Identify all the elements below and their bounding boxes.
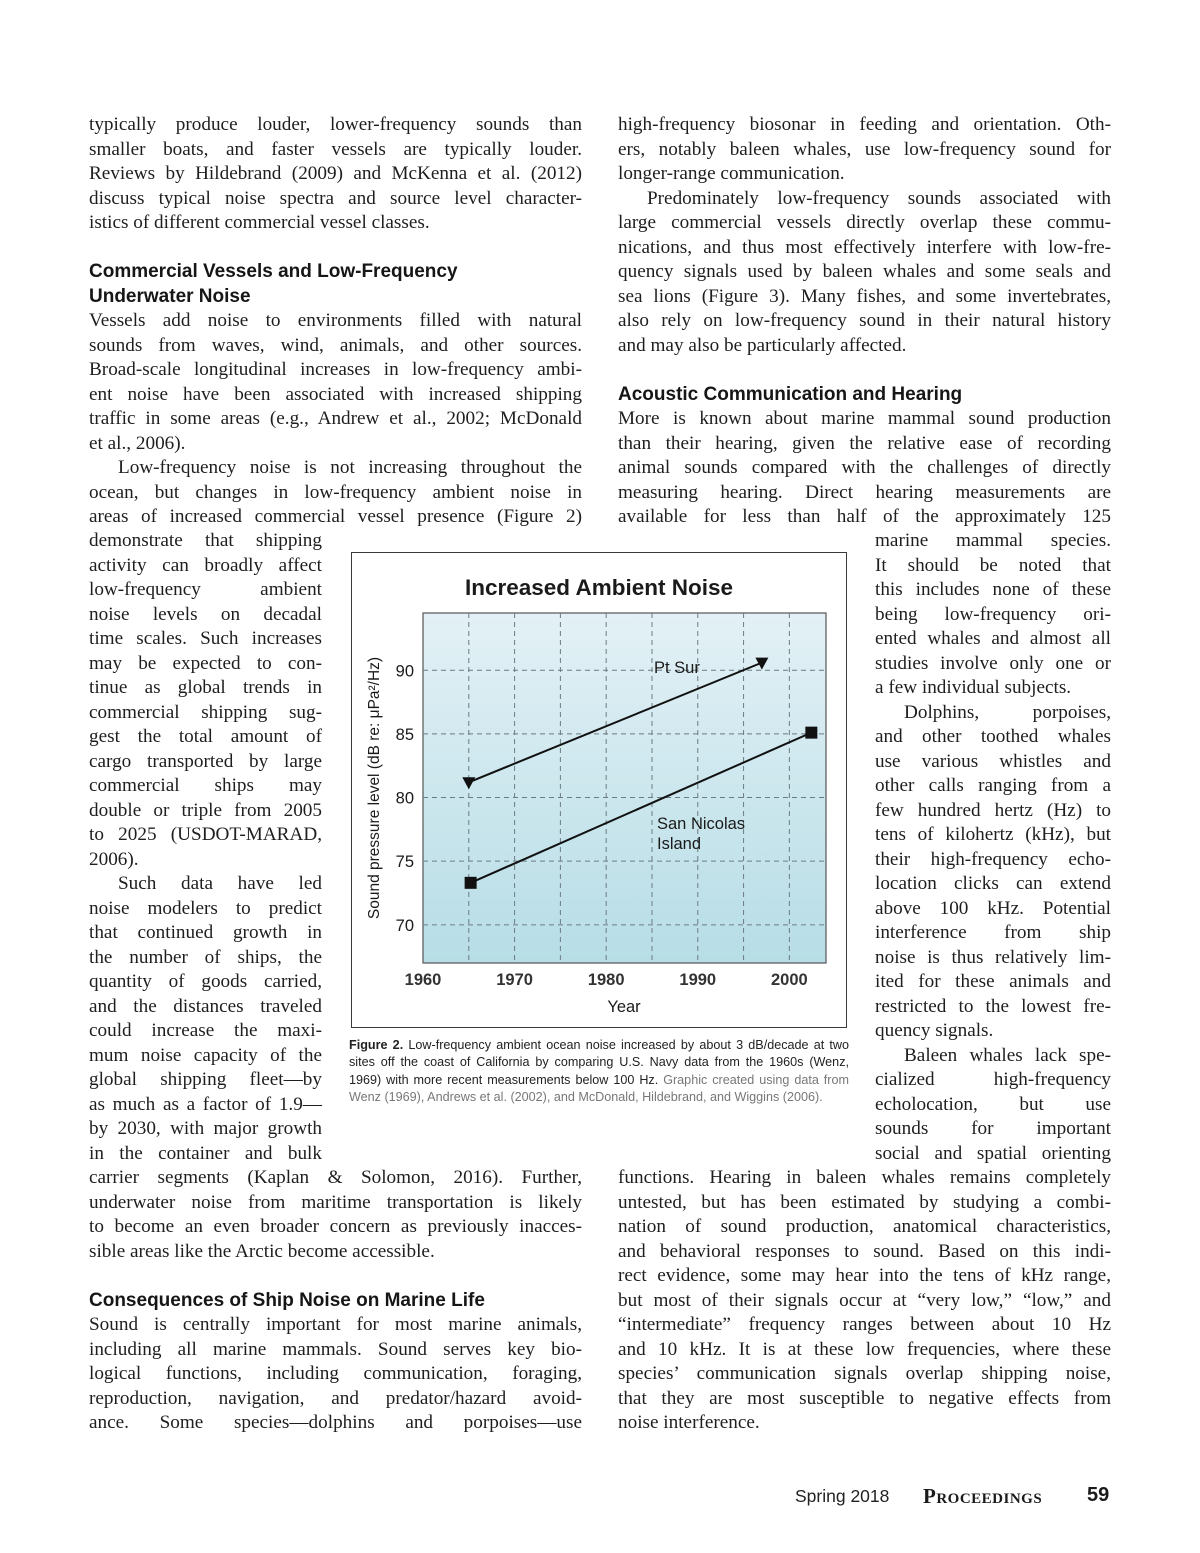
- magazine-name: Proceedings: [923, 1484, 1043, 1508]
- text-line: marine mammal species.: [875, 530, 1111, 551]
- text-line: the number of ships, the: [89, 946, 322, 968]
- text-line: global shipping fleet—by: [89, 1069, 322, 1090]
- svg-text:1980: 1980: [587, 971, 625, 989]
- svg-text:1960: 1960: [404, 971, 442, 989]
- svg-text:2000: 2000: [771, 971, 808, 989]
- paragraph: [875, 529, 1111, 701]
- text-line: areas of increased commercial vessel presence (Figure 2): [89, 506, 582, 527]
- text-line: animal sounds compared with the challenges of directly: [618, 457, 1111, 478]
- text-line: gest the total amount of: [89, 726, 322, 747]
- y-axis-label: Sound pressure level (dB re: μPa²/Hz): [366, 656, 383, 920]
- section-heading-consequences: Consequences of Ship Noise on Marine Life: [89, 1289, 485, 1311]
- text-line: large commercial vessels directly overlap these commu-: [618, 212, 1111, 233]
- text-line: untested, but has been estimated by studying a combi-: [618, 1191, 1111, 1213]
- text-line: and 10 kHz. It is at these low frequencies, where these: [618, 1338, 1111, 1360]
- text-line: their high-frequency echo-: [875, 848, 1111, 870]
- text-line: location clicks can extend: [875, 873, 1111, 894]
- svg-text:1970: 1970: [496, 971, 533, 989]
- svg-text:70: 70: [395, 916, 414, 935]
- text-line: commercial ships may: [89, 775, 322, 796]
- text-line: that continued growth in: [89, 922, 322, 943]
- text-line: quency signals.: [875, 1020, 994, 1041]
- paragraph: [618, 1166, 1111, 1436]
- text-line: and other toothed whales: [875, 726, 1111, 747]
- text-line: high-frequency biosonar in feeding and orientation. Oth-: [618, 114, 1111, 135]
- caption-credit: Graphic created using data from Wenz (1969), Andrews et al. (2002), and McDonald, Hildebrand, and Wiggins (2006).: [349, 1072, 849, 1104]
- section-heading-acoustic-communication: Acoustic Communication and Hearing: [618, 383, 963, 405]
- svg-text:90: 90: [395, 662, 414, 681]
- text-line: to 2025 (USDOT-MARAD,: [89, 824, 322, 845]
- text-line: More is known about marine mammal sound production: [618, 408, 1111, 429]
- plot-area: [423, 613, 826, 963]
- text-line: Sound is centrally important for most marine animals,: [89, 1314, 582, 1335]
- text-line: noise interference.: [618, 1412, 760, 1433]
- text-line: as much as a factor of 1.9—: [89, 1093, 322, 1115]
- text-line: few hundred hertz (Hz) to: [875, 799, 1111, 821]
- y-axis-ticks: [396, 662, 414, 935]
- intro-paragraph: [89, 113, 582, 236]
- text-line: interference from ship: [875, 922, 1111, 943]
- text-line: Baleen whales lack spe-: [904, 1044, 1111, 1066]
- heading-line: Commercial Vessels and Low-Frequency: [89, 261, 458, 282]
- left-column-bottom: [89, 1166, 582, 1436]
- svg-text:1990: 1990: [679, 971, 717, 989]
- text-line: ance. Some species—dolphins and porpoises—use: [89, 1412, 582, 1433]
- text-line: sounds from waves, wind, animals, and other sources.: [89, 334, 582, 356]
- text-line: and behavioral responses to sound. Based on this indi-: [618, 1240, 1111, 1262]
- text-line: and the distances traveled: [89, 995, 322, 1017]
- text-line: restricted to the lowest fre-: [875, 995, 1111, 1017]
- text-line: typically produce louder, lower-frequency sounds than: [89, 114, 582, 135]
- text-line: by 2030, with major growth: [89, 1118, 322, 1139]
- text-line: nications, and thus most effectively interfere with low-fre-: [618, 236, 1111, 258]
- text-line: in the container and bulk: [89, 1142, 322, 1164]
- text-line: It should be noted that: [875, 554, 1111, 576]
- text-line: may be expected to con-: [89, 652, 322, 674]
- text-line: rect evidence, some may hear into the tens of kHz range,: [618, 1265, 1111, 1286]
- paragraph: [875, 701, 1111, 1044]
- paragraph: [875, 1044, 1111, 1167]
- text-line: Such data have led: [118, 873, 322, 894]
- paragraph: [618, 187, 1111, 359]
- text-line: carrier segments (Kaplan & Solomon, 2016). Further,: [89, 1167, 582, 1188]
- paragraph: [89, 872, 322, 1166]
- text-line: discuss typical noise spectra and source level character-: [89, 187, 582, 209]
- text-line: being low-frequency ori-: [875, 603, 1111, 625]
- figure-label: Figure 2.: [349, 1038, 404, 1052]
- figure-caption: [349, 1037, 849, 1106]
- text-line: tinue as global trends in: [89, 677, 322, 698]
- line-chart: [352, 553, 845, 1026]
- caption-text: Low-frequency ambient ocean noise increased by about 3 dB/decade at two sites off the coast of California by comparing U.S. Navy data from the 1960s (Wenz, 1969) with more recent measurements below 100 Hz.: [349, 1038, 850, 1087]
- paragraph: [89, 529, 322, 872]
- paragraph: [89, 309, 582, 456]
- text-line: to become an even broader concern as previously inacces-: [89, 1216, 582, 1237]
- text-line: Predominately low-frequency sounds associated with: [647, 187, 1111, 209]
- heading-line: Underwater Noise: [89, 285, 251, 307]
- text-line: ited for these animals and: [875, 971, 1111, 992]
- text-line: demonstrate that shipping: [89, 530, 322, 551]
- text-line: measuring hearing. Direct hearing measurements are: [618, 481, 1111, 503]
- text-line: social and spatial orienting: [875, 1142, 1111, 1164]
- text-line: Vessels add noise to environments filled with natural: [89, 310, 582, 331]
- text-line: et al., 2006).: [89, 432, 186, 454]
- text-line: also rely on low-frequency sound in their natural history: [618, 310, 1111, 331]
- text-line: mum noise capacity of the: [89, 1044, 322, 1066]
- text-line: 2006).: [89, 848, 139, 870]
- text-line: noise levels on decadal: [89, 603, 322, 625]
- text-line: Reviews by Hildebrand (2009) and McKenna et al. (2012): [89, 163, 582, 184]
- text-line: available for less than half of the approximately 125: [618, 506, 1111, 527]
- text-line: activity can broadly affect: [89, 554, 322, 576]
- paragraph: [89, 1166, 582, 1264]
- text-line: low-frequency ambient: [89, 579, 322, 600]
- right-column-narrow: [875, 529, 1111, 1166]
- right-column-top: [618, 113, 1111, 530]
- text-line: than their hearing, given the relative ease of recording: [618, 432, 1111, 454]
- text-line: sible areas like the Arctic become accessible.: [89, 1240, 435, 1262]
- text-line: “intermediate” frequency ranges between about 10 Hz: [618, 1314, 1111, 1335]
- text-line: reproduction, navigation, and predator/hazard avoid-: [89, 1387, 582, 1409]
- svg-text:80: 80: [395, 789, 414, 808]
- page-number: 59: [1087, 1484, 1110, 1506]
- text-line: Dolphins, porpoises,: [904, 701, 1111, 723]
- text-line: that they are most susceptible to negative effects from: [618, 1387, 1111, 1409]
- text-line: quantity of goods carried,: [89, 971, 322, 992]
- text-line: including all marine mammals. Sound serves key bio-: [89, 1338, 582, 1360]
- text-line: ocean, but changes in low-frequency ambient noise in: [89, 481, 582, 503]
- text-line: cargo transported by large: [89, 750, 322, 772]
- text-line: above 100 kHz. Potential: [875, 897, 1111, 919]
- paragraph: [89, 456, 582, 530]
- text-line: logical functions, including communication, foraging,: [89, 1363, 582, 1384]
- svg-text:85: 85: [395, 725, 414, 744]
- text-line: ented whales and almost all: [875, 628, 1111, 649]
- page-footer: [0, 1484, 1200, 1514]
- text-line: functions. Hearing in baleen whales remains completely: [618, 1167, 1111, 1188]
- text-line: double or triple from 2005: [89, 799, 322, 821]
- text-line: noise is thus relatively lim-: [875, 946, 1111, 968]
- text-line: underwater noise from maritime transportation is likely: [89, 1191, 582, 1213]
- section-heading-commercial-vessels: [89, 260, 582, 309]
- text-line: but most of their signals occur at “very low,” “low,” and: [618, 1289, 1111, 1311]
- text-line: studies involve only one or: [875, 652, 1111, 674]
- text-line: longer-range communication.: [618, 163, 845, 184]
- left-column-top: [89, 113, 582, 530]
- paragraph: [618, 407, 1111, 530]
- text-line: nation of sound production, anatomical characteristics,: [618, 1216, 1111, 1237]
- left-column-narrow: [89, 529, 322, 1166]
- text-line: species’ communication signals overlap shipping noise,: [618, 1363, 1111, 1384]
- series-label-island: Island: [657, 835, 702, 853]
- figure-2-chart: [351, 552, 847, 1028]
- chart-title: Increased Ambient Noise: [464, 575, 734, 600]
- x-axis-label: Year: [607, 998, 641, 1016]
- issue-date: Spring 2018: [795, 1486, 890, 1506]
- text-line: other calls ranging from a: [875, 775, 1111, 796]
- text-line: this includes none of these: [875, 579, 1111, 600]
- text-line: commercial shipping sug-: [89, 701, 322, 723]
- x-axis-ticks: [405, 971, 808, 989]
- text-line: use various whistles and: [875, 750, 1111, 772]
- right-column-bottom: [618, 1166, 1111, 1436]
- text-line: sounds for important: [875, 1118, 1111, 1139]
- text-line: echolocation, but use: [875, 1093, 1111, 1115]
- text-line: ent noise have been associated with increased shipping: [89, 383, 582, 405]
- text-line: and may also be particularly affected.: [618, 334, 907, 356]
- text-line: Broad-scale longitudinal increases in low-frequency ambi-: [89, 359, 582, 380]
- svg-text:75: 75: [395, 853, 414, 872]
- text-line: sea lions (Figure 3). Many fishes, and some invertebrates,: [618, 285, 1111, 307]
- text-line: quency signals used by baleen whales and some seals and: [618, 261, 1111, 282]
- text-line: tens of kilohertz (kHz), but: [875, 824, 1111, 845]
- text-line: istics of different commercial vessel classes.: [89, 212, 430, 233]
- text-line: noise modelers to predict: [89, 897, 322, 919]
- text-line: a few individual subjects.: [875, 677, 1072, 698]
- text-line: could increase the maxi-: [89, 1020, 322, 1041]
- text-line: ers, notably baleen whales, use low-frequency sound for: [618, 138, 1111, 160]
- text-line: cialized high-frequency: [875, 1069, 1111, 1090]
- paragraph: [618, 113, 1111, 187]
- text-line: time scales. Such increases: [89, 628, 322, 649]
- series-label-pt-sur: Pt Sur: [654, 659, 700, 677]
- text-line: Low-frequency noise is not increasing throughout the: [118, 457, 582, 478]
- text-line: smaller boats, and faster vessels are typically louder.: [89, 138, 582, 160]
- series-label-san-nicolas: San Nicolas: [657, 815, 746, 833]
- text-line: traffic in some areas (e.g., Andrew et al., 2002; McDonald: [89, 408, 582, 429]
- paragraph: [89, 1313, 582, 1436]
